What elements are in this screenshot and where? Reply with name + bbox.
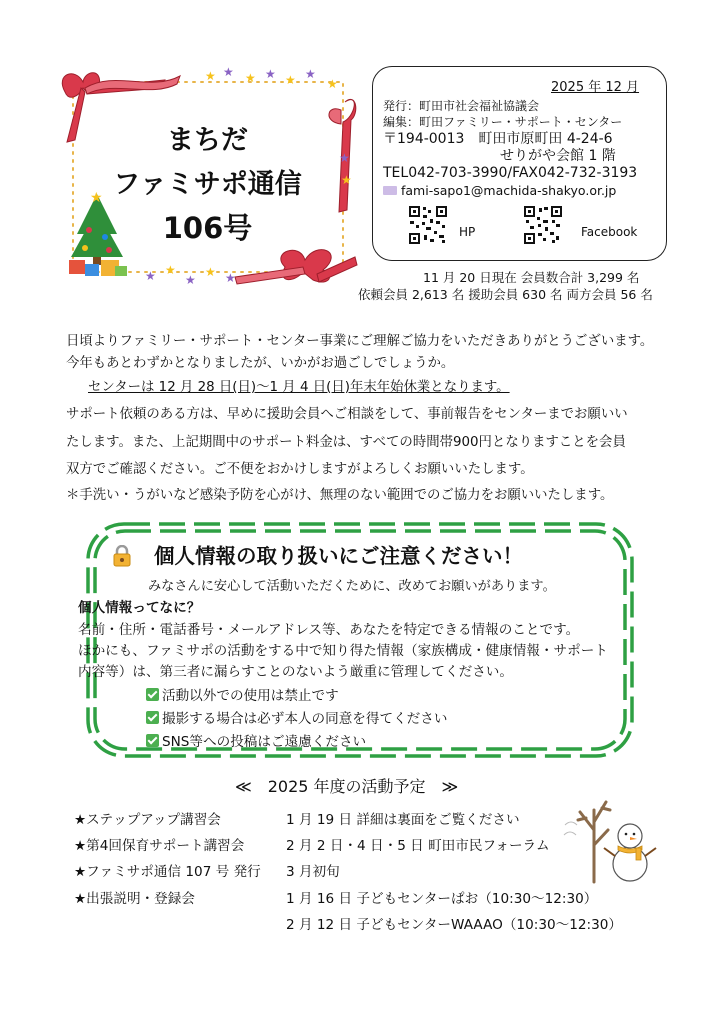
svg-text:★: ★	[225, 271, 236, 285]
svg-text:★: ★	[339, 151, 350, 165]
schedule-detail-3: 3 月初旬	[286, 864, 340, 880]
intro-paragraph-3: サポート依頼のある方は、早めに援助会員へご相談をして、事前報告をセンターまでお願いい	[66, 407, 628, 422]
svg-text:★: ★	[285, 73, 296, 87]
check-item-1	[146, 687, 339, 705]
schedule-detail-5: 2 月 12 日 子どもセンターWAAAO（10:30～12:30）	[286, 917, 622, 933]
email-row[interactable]	[383, 183, 616, 198]
svg-text:★: ★	[305, 67, 316, 81]
privacy-body-2: ほかにも、ファミサポの活動をする中で知り得た情報（家族構成・健康情報・サポート	[78, 643, 608, 659]
svg-text:★: ★	[341, 173, 352, 187]
title-line-1: まちだ	[167, 125, 248, 156]
schedule-event-2: ★第4回保育サポート講習会	[74, 838, 245, 854]
check-item-text: 撮影する場合は必ず本人の同意を得てください	[162, 711, 448, 727]
svg-text:★: ★	[245, 71, 256, 85]
svg-text:★: ★	[265, 67, 276, 81]
checkmark-icon	[146, 734, 159, 747]
privacy-notice-box	[78, 520, 636, 760]
address-line-2: せりがや会館 1 階	[500, 148, 616, 164]
snowman-icon	[604, 824, 656, 881]
mail-icon	[383, 186, 397, 195]
svg-text:★: ★	[185, 273, 196, 287]
svg-text:★: ★	[205, 265, 216, 279]
schedule-event-4: ★出張説明・登録会	[74, 891, 195, 907]
svg-text:★: ★	[327, 77, 338, 91]
svg-text:★: ★	[223, 65, 234, 79]
issue-date: 2025 年 12 月	[551, 80, 640, 95]
checkmark-icon	[146, 711, 159, 724]
schedule-detail-4: 1 月 16 日 子どもセンターぱお（10:30～12:30）	[286, 891, 598, 907]
bare-tree-icon	[578, 802, 610, 882]
intro-paragraph-4: たします。また、上記期間中のサポート料金は、すべての時間帯900円となりますことを会員	[66, 435, 626, 450]
title-line-2: ファミサポ通信	[113, 169, 302, 200]
hp-qr-code-icon[interactable]	[408, 205, 448, 245]
facebook-qr-code-icon[interactable]	[523, 205, 563, 245]
editor: 編集：町田ファミリー・サポート・センター	[383, 115, 623, 129]
privacy-heading: 個人情報の取り扱いにご注意ください！	[154, 544, 523, 568]
schedule-event-3: ★ファミサポ通信 107 号 発行	[74, 864, 261, 880]
lock-icon	[112, 545, 132, 567]
check-item-text: 活動以外での使用は禁止です	[162, 688, 339, 704]
hp-label: HP	[459, 225, 476, 239]
snowman-illustration	[560, 790, 660, 885]
publisher: 発行：町田市社会福祉協議会	[383, 99, 540, 113]
title-frame	[55, 62, 360, 287]
tel-fax: TEL042-703-3990/FAX042-732-3193	[383, 165, 638, 181]
svg-text:★: ★	[90, 190, 103, 206]
schedule-event-1: ★ステップアップ講習会	[74, 812, 221, 828]
intro-paragraph-1: 日頃よりファミリー・サポート・センター事業にご理解ご協力をいただきありがとうございます。	[66, 334, 654, 349]
schedule-detail-1: 1 月 19 日 詳細は裏面をご覧ください	[286, 812, 520, 828]
privacy-subtitle: みなさんに安心して活動いただくために、改めてお願いがあります。	[148, 579, 556, 594]
member-count-breakdown: 依頼会員 2,613 名 援助会員 630 名 両方会員 56 名	[358, 287, 653, 302]
schedule-detail-2: 2 月 2 日・4 日・5 日 町田市民フォーラム	[286, 838, 550, 854]
facebook-label: Facebook	[581, 225, 638, 239]
address-line-1: 〒194-0013 町田市原町田 4-24-6	[383, 131, 613, 147]
infection-notice: ＊手洗い・うがいなど感染予防を心がけ、無理のない範囲でのご協力をお願いいたします。	[66, 488, 614, 503]
schedule-heading: ≪ 2025 年度の活動予定 ≫	[235, 777, 459, 796]
member-count-total: 11 月 20 日現在 会員数合計 3,299 名	[423, 270, 640, 285]
privacy-question: 個人情報ってなに？	[78, 600, 201, 616]
checkmark-icon	[146, 688, 159, 701]
check-item-2	[146, 710, 447, 728]
intro-paragraph-2: 今年もあとわずかとなりましたが、いかがお過ごしでしょうか。	[66, 356, 455, 371]
info-box	[372, 66, 667, 261]
privacy-body-3: 内容等）は、第三者に漏らすことのないよう厳重に管理してください。	[78, 664, 513, 680]
svg-text:★: ★	[165, 263, 176, 277]
privacy-body-1: 名前・住所・電話番号・メールアドレス等、あなたを特定できる情報のことです。	[78, 622, 580, 638]
email-address[interactable]: fami-sapo1@machida-shakyo.or.jp	[401, 183, 617, 198]
issue-number: 106号	[162, 211, 253, 245]
holiday-notice: センターは 12 月 28 日(日)～1 月 4 日(日)年末年始休業となります。	[88, 380, 510, 395]
svg-text:★: ★	[205, 69, 216, 83]
svg-text:★: ★	[145, 269, 156, 283]
check-item-3	[146, 733, 366, 751]
intro-paragraph-5: 双方でご確認ください。ご不便をおかけしますがよろしくお願いいたします。	[66, 462, 534, 477]
check-item-text: SNS等への投稿はご遠慮ください	[162, 734, 367, 750]
